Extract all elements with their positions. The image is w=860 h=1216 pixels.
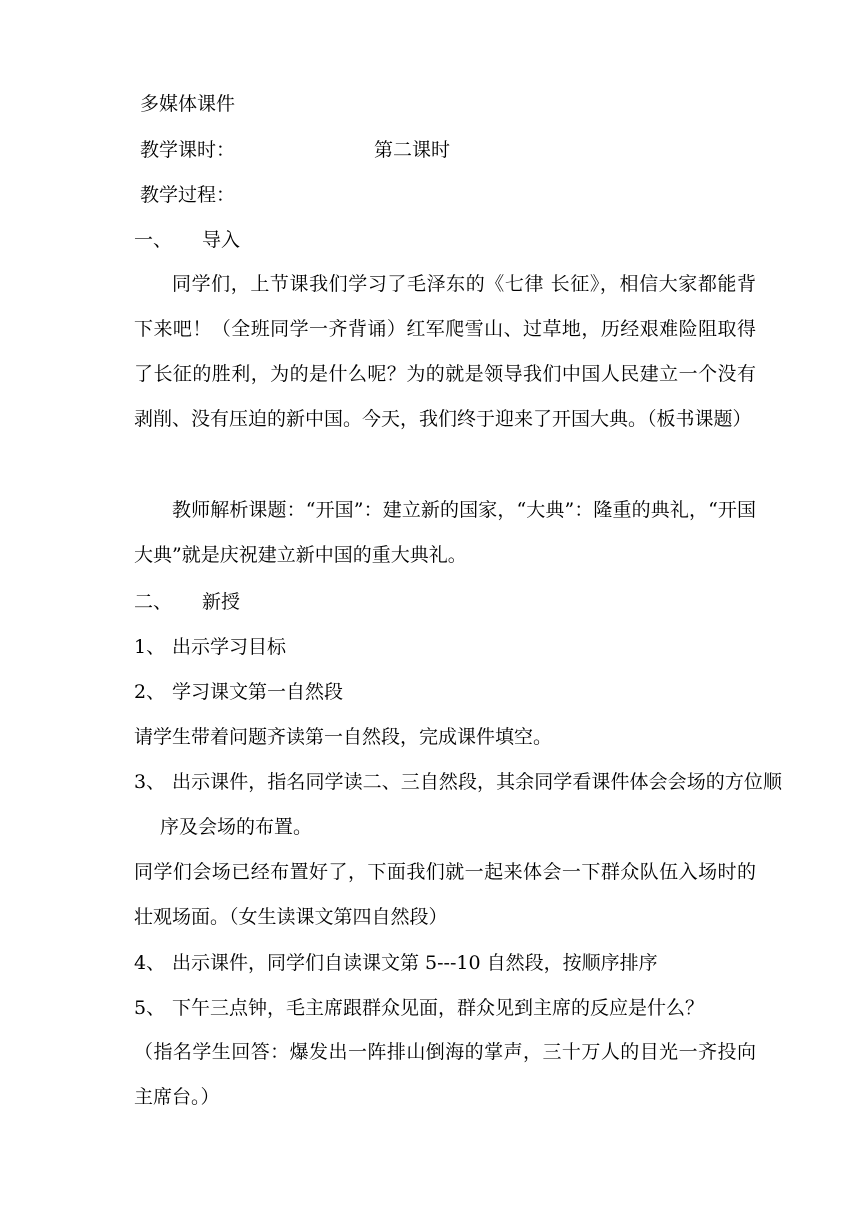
list-item <box>134 677 343 707</box>
period-value: 第二课时 <box>374 139 451 161</box>
materials-line: 多媒体课件 <box>140 93 236 115</box>
item-note: 请学生带着问题齐读第一自然段，完成课件填空。 <box>134 726 553 748</box>
section-title: 导入 <box>202 229 241 251</box>
list-item-number: 5、 <box>134 997 166 1019</box>
list-item <box>134 948 658 978</box>
answer-paragraph: （指名学生回答：爆发出一阵排山倒海的掌声，三十万人的目光一齐投向主席台。） <box>134 1041 756 1108</box>
section-heading <box>134 587 240 617</box>
item-note: 同学们会场已经布置好了，下面我们就一起来体会一下群众队伍入场时的壮观场面。（女生读课文第四自然段） <box>134 861 756 928</box>
list-item-number: 3、 <box>134 771 166 793</box>
list-item-number: 4、 <box>134 952 166 974</box>
list-item <box>134 632 286 662</box>
list-item <box>134 760 782 850</box>
list-item-number: 1、 <box>134 636 166 658</box>
section-number: 一、 <box>134 229 173 251</box>
section-heading <box>134 225 240 255</box>
list-item-number: 2、 <box>134 681 166 703</box>
period-label: 教学课时： <box>140 139 236 161</box>
intro-paragraph: 同学们，上节课我们学习了毛泽东的《七律 长征》，相信大家都能背下来吧！（全班同学一齐背诵）红军爬雪山、过草地，历经艰难险阻取得了长征的胜利，为的是什么呢？为的就是领导我们中国人民建立一个没有剥削、没有压迫的新中国。今天，我们终于迎来了开国大典。（板书课题） <box>134 273 756 430</box>
list-item-text: 出示学习目标 <box>172 636 287 658</box>
section-title: 新授 <box>202 591 241 613</box>
list-item-text: 出示课件，指名同学读二、三自然段，其余同学看课件体会会场的方位顺序及会场的布置。 <box>160 771 782 838</box>
section-number: 二、 <box>134 591 173 613</box>
list-item <box>134 993 704 1023</box>
list-item-text: 学习课文第一自然段 <box>172 681 344 703</box>
title-explanation-paragraph: 教师解析课题：“开国”：建立新的国家，“大典”：隆重的典礼，“开国大典”就是庆祝建立新中国的重大典礼。 <box>134 499 756 566</box>
process-label: 教学过程： <box>140 184 236 206</box>
list-item-text: 下午三点钟，毛主席跟群众见面，群众见到主席的反应是什么？ <box>172 997 705 1019</box>
list-item-text: 出示课件，同学们自读课文第 5---10 自然段，按顺序排序 <box>172 952 658 974</box>
